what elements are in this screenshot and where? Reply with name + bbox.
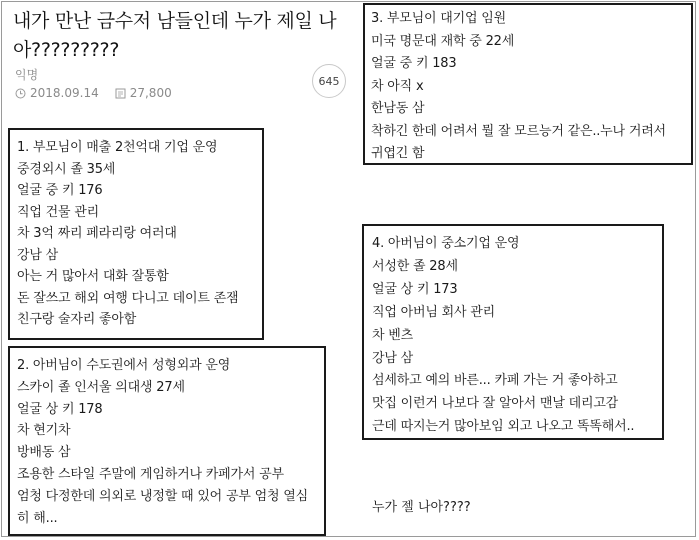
post-title: 내가 만난 금수저 남들인데 누가 제일 나아?????????: [13, 10, 337, 61]
candidate-4-line: 서성한 졸 28세: [372, 258, 458, 274]
candidate-3-line: 얼굴 중 키 183: [371, 56, 457, 71]
candidate-3-line: 차 아직 x: [371, 78, 424, 94]
candidate-box-1: [8, 128, 264, 340]
candidate-2-line: 엄청 다정한데 의외로 냉정할 때 있어 공부 엄청 열심히 해...: [17, 488, 308, 526]
candidate-box-2: [8, 346, 326, 536]
comment-count-badge[interactable]: 645: [312, 64, 346, 98]
post-views: 27,800: [129, 86, 172, 100]
candidate-2-line: 얼굴 상 키 178: [17, 401, 103, 417]
candidate-4-line: 강남 삼: [372, 350, 414, 366]
candidate-2-line: 차 현기차: [17, 423, 71, 439]
candidate-3-line: 착하긴 한데 어려서 뭘 잘 모르능거 같은..누나 거려서: [371, 123, 666, 139]
candidate-4-line: 근데 따지는거 많아보임 외고 나오고 똑똑해서..: [372, 419, 635, 435]
candidate-4-line: 맛집 이런거 나보다 잘 알아서 맨날 데리고감: [372, 396, 619, 412]
clock-icon: [15, 88, 26, 99]
candidate-1-line: 강남 삼: [17, 247, 59, 263]
view-count-icon: [115, 88, 126, 99]
candidate-4-line: 차 벤츠: [372, 327, 414, 343]
candidate-3-line: 한남동 삼: [371, 101, 425, 116]
candidate-2-line: 방배동 삼: [17, 445, 71, 461]
candidate-4-line: 얼굴 상 키 173: [372, 281, 458, 297]
candidate-4-line: 직업 아버님 회사 관리: [372, 304, 496, 320]
candidate-1-line: 돈 잘쓰고 해외 여행 다니고 데이트 존잼: [17, 290, 239, 306]
candidate-1-line: 직업 건물 관리: [17, 204, 100, 220]
candidate-1-line: 차 3억 짜리 페라리랑 여러대: [17, 226, 177, 241]
post-author: 익명: [15, 68, 39, 82]
candidate-2-line: 2. 아버님이 수도권에서 성형외과 운영: [17, 358, 231, 373]
candidate-1-line: 중경외시 졸 35세: [17, 161, 116, 177]
post-date: 2018.09.14: [30, 86, 99, 100]
closing-question: 누가 젤 나아????: [372, 500, 471, 515]
post-meta: [15, 86, 172, 100]
candidate-1-line: 친구랑 술자리 좋아함: [17, 312, 137, 327]
candidate-3-line: 귀엽긴 함: [371, 146, 425, 161]
candidate-1-line: 아는 거 많아서 대화 잘통함: [17, 269, 169, 284]
candidate-box-4: [362, 224, 664, 440]
candidate-2-line: 조용한 스타일 주말에 게임하거나 카페가서 공부: [17, 466, 284, 482]
candidate-3-line: 미국 명문대 재학 중 22세: [371, 33, 515, 49]
candidate-4-line: 4. 아버님이 중소기업 운영: [372, 236, 520, 251]
candidate-1-line: 얼굴 중 키 176: [17, 183, 103, 198]
candidate-3-line: 3. 부모님이 대기업 임원: [371, 11, 507, 26]
candidate-2-line: 스카이 졸 인서울 의대생 27세: [17, 379, 185, 395]
candidate-1-line: 1. 부모님이 매출 2천억대 기업 운영: [17, 140, 218, 155]
candidate-box-3: [363, 3, 693, 165]
candidate-4-line: 섬세하고 예의 바른... 카페 가는 거 좋아하고: [372, 373, 618, 389]
